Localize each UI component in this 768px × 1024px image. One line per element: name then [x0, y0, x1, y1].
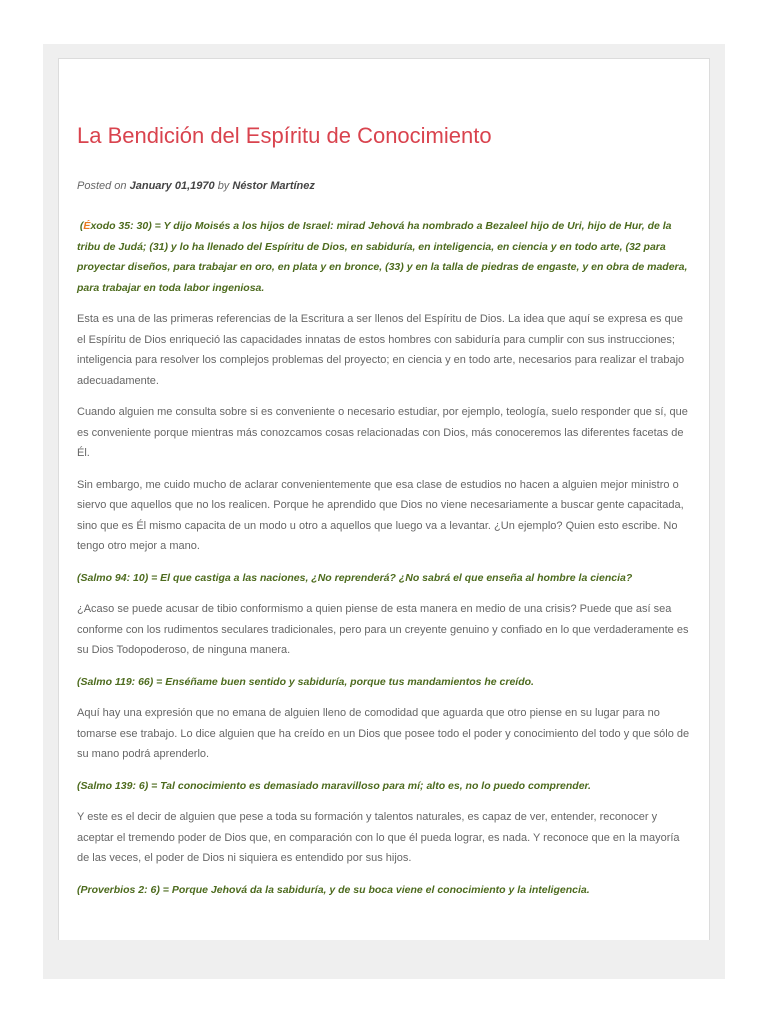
- paragraph-5: Aquí hay una expresión que no emana de alguien lleno de comodidad que aguarda que otro piense en su lugar para no tomarse ese trabajo. Lo dice alguien que ha creído en un Dios que posee todo el poder y conocimiento del todo y que sólo de su mano podrá aprenderlo.: [77, 707, 690, 760]
- article-body: [77, 216, 691, 911]
- verse-salmo-139: (Salmo 139: 6) = Tal conocimiento es demasiado maravilloso para mí; alto es, no lo puedo comprender.: [77, 779, 591, 792]
- posted-prefix: Posted on: [77, 180, 127, 192]
- author-link[interactable]: Néstor Martínez: [232, 180, 315, 192]
- paragraph-4: ¿Acaso se puede acusar de tibio conformismo a quien piense de esta manera en medio de una crisis? Puede que así sea conforme con los rudimentos seculares tradicionales, pero para un creyente genuino y confiado en lo que verdaderamente es su Dios Todopoderoso, de ninguna manera.: [77, 603, 689, 656]
- paragraph-1: Esta es una de las primeras referencias de la Escritura a ser llenos del Espíritu de Dios. La idea que aquí se expresa es que el Espíritu de Dios enriqueció las capacidades innatas de estos hombres con sabiduría para cumplir con sus instrucciones; inteligencia para resolver los complejos problemas del proyecto; en ciencia y en todo arte, necesarios para realizar el trabajo adecuadamente.: [77, 313, 685, 387]
- verse-exodo: [77, 216, 691, 298]
- by-label: by: [217, 180, 230, 192]
- paragraph-3: Sin embargo, me cuido mucho de aclarar convenientemente que esa clase de estudios no hacen a alguien mejor ministro o siervo que aquellos que no los realicen. Porque he aprendido que Dios no viene necesariamente a buscar gente capacitada, sino que es Él mismo capacita de un modo u otro a aquellos que luego va a levantar. ¿Un ejemplo? Quien esto escribe. No tengo otro mejor a mano.: [77, 478, 684, 552]
- article-title: La Bendición del Espíritu de Conocimiento: [77, 123, 492, 148]
- verse-salmo-119: (Salmo 119: 66) = Enséñame buen sentido y sabiduría, porque tus mandamientos he creído.: [77, 675, 534, 688]
- paragraph-6: Y este es el decir de alguien que pese a toda su formación y talentos naturales, es capaz de ver, entender, reconocer y aceptar el tremendo poder de Dios que, en comparación con lo que él pueda lograr, es nada. Y reconoce que en la mayoría de las veces, el poder de Dios ni siquiera es entendido por sus hijos.: [77, 811, 680, 864]
- verse-text: xodo 35: 30) = Y dijo Moisés a los hijos de Israel: mirad Jehová ha nombrado a Bezaleel hijo de Uri, hijo de Hur, de la tribu de Judá; (31) y lo ha llenado del Espíritu de Dios, en sabiduría, en inteligencia, en ciencia y en todo arte, (32 para proyectar diseños, para trabajar en oro, en plata y en bronce, (33) y en la talla de piedras de engaste, y en obra de madera, para trabajar en toda labor ingeniosa.: [77, 220, 688, 294]
- verse-proverbios: (Proverbios 2: 6) = Porque Jehová da la sabiduría, y de su boca viene el conocimiento y la inteligencia.: [77, 883, 590, 896]
- verse-salmo-94: (Salmo 94: 10) = El que castiga a las naciones, ¿No reprenderá? ¿No sabrá el que enseña al hombre la ciencia?: [77, 571, 633, 584]
- verse-open-paren: (: [79, 220, 84, 232]
- verse-first-letter: É: [83, 220, 91, 232]
- post-date: January 01,1970: [129, 180, 215, 192]
- post-meta: [77, 180, 315, 192]
- article-card: [58, 58, 710, 940]
- paragraph-2: Cuando alguien me consulta sobre si es conveniente o necesario estudiar, por ejemplo, teología, suelo responder que sí, que es conveniente porque mientras más conozcamos cosas relacionadas con Dios, más conoceremos las diferentes facetas de Él.: [77, 406, 688, 459]
